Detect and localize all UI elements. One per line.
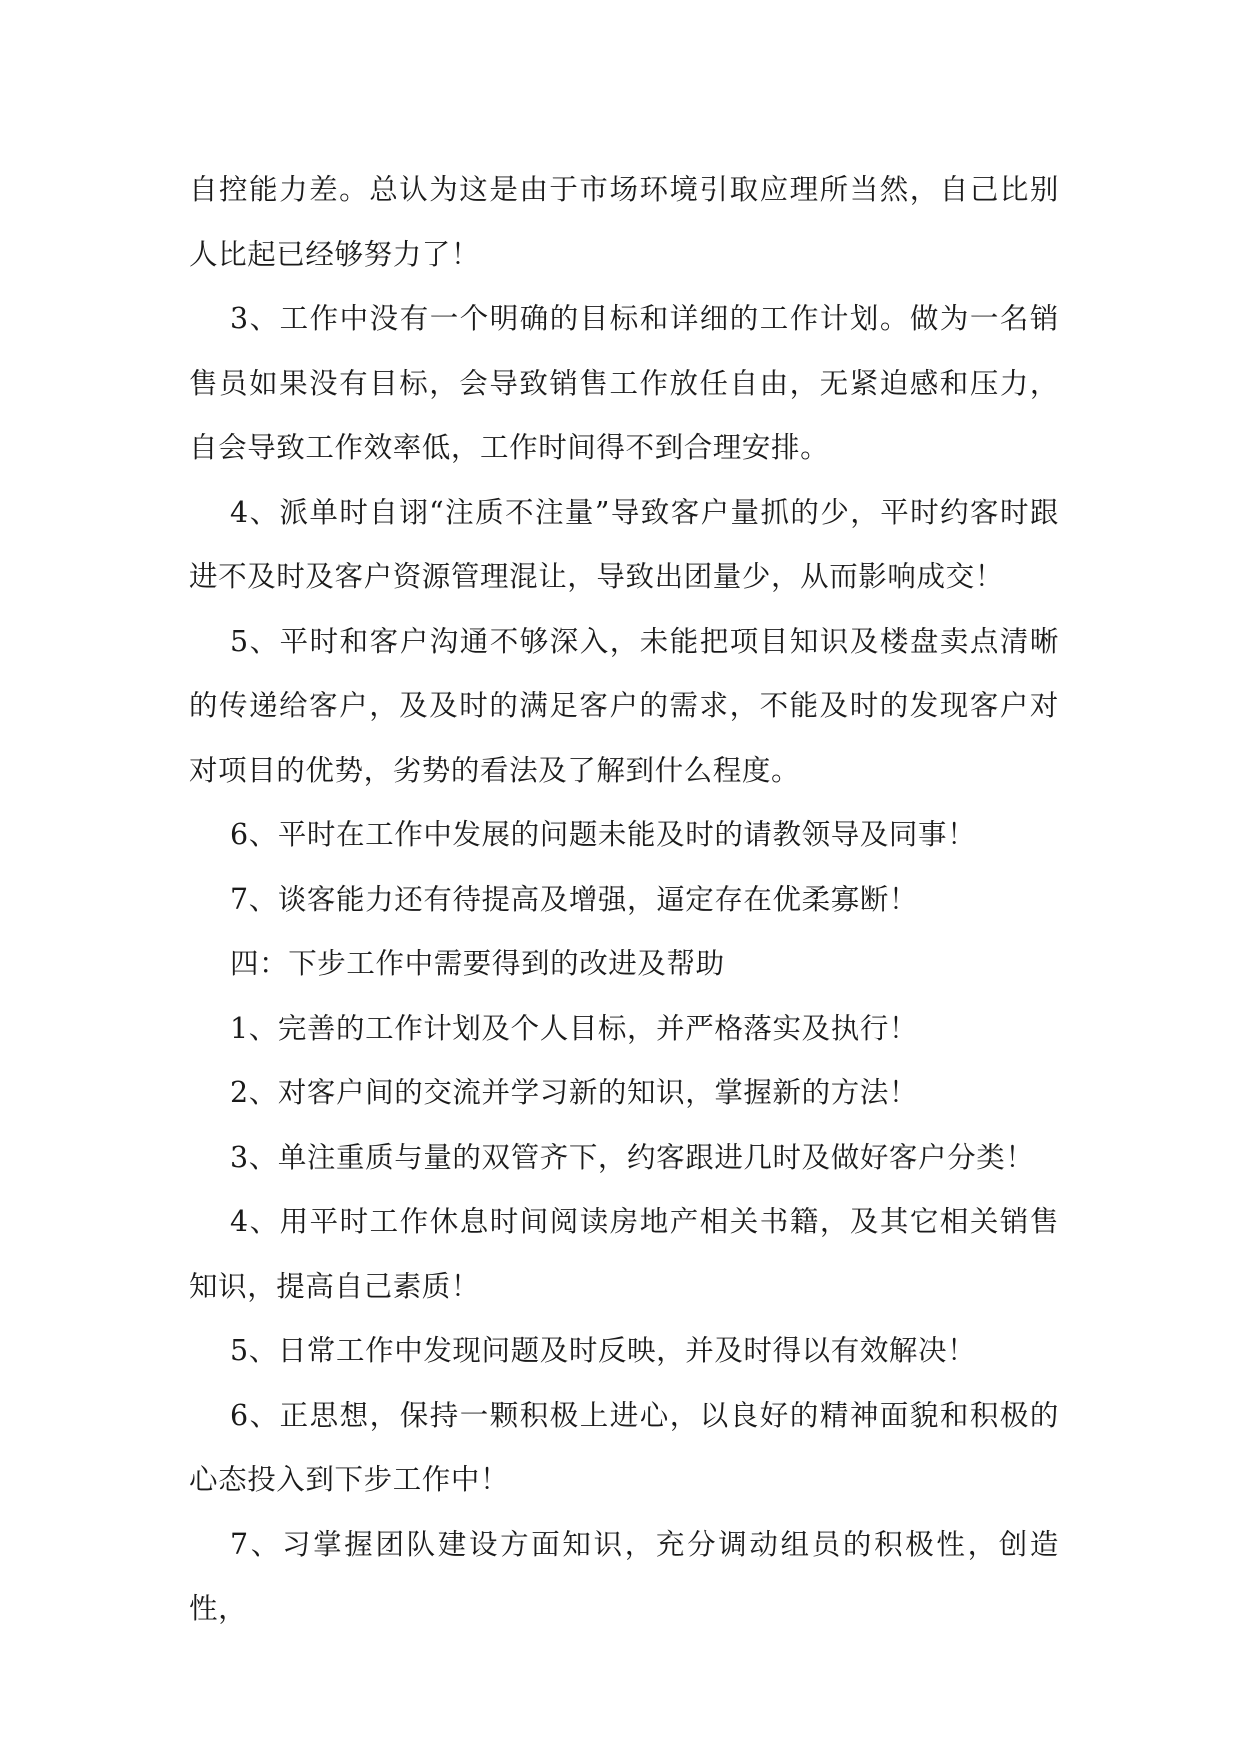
paragraph-14: 7、习掌握团队建设方面知识，充分调动组员的积极性，创造性， [189, 1527, 1059, 1625]
paragraph-8: 1、完善的工作计划及个人目标，并严格落实及执行！ [230, 1011, 919, 1045]
paragraph-3: 4、派单时自诩“注质不注量”导致客户量抓的少，平时约客时跟进不及时及客户资源管理混让，导致出团量少，从而影响成交！ [189, 495, 1059, 593]
document-body [189, 158, 1059, 1642]
paragraph-9: 2、对客户间的交流并学习新的知识，掌握新的方法！ [230, 1076, 919, 1109]
paragraph-10: 3、单注重质与量的双管齐下，约客跟进几时及做好客户分类！ [230, 1140, 1035, 1174]
paragraph-5: 6、平时在工作中发展的问题未能及时的请教领导及同事！ [230, 818, 977, 851]
paragraph-12: 5、日常工作中发现问题及时反映，并及时得以有效解决！ [230, 1334, 977, 1367]
paragraph-11: 4、用平时工作休息时间阅读房地产相关书籍，及其它相关销售知识，提高自己素质！ [189, 1205, 1059, 1303]
paragraph-1: 自控能力差。总认为这是由于市场环境引取应理所当然，自己比别人比起已经够努力了！ [189, 173, 1059, 271]
paragraph-4: 5、平时和客户沟通不够深入，未能把项目知识及楼盘卖点清晰的传递给客户，及及时的满足客户的需求，不能及时的发现客户对对项目的优势，劣势的看法及了解到什么程度。 [189, 624, 1059, 787]
section-heading: 四：下步工作中需要得到的改进及帮助 [230, 947, 725, 980]
paragraph-13: 6、正思想，保持一颗积极上进心，以良好的精神面貌和积极的心态投入到下步工作中！ [189, 1398, 1059, 1496]
paragraph-2: 3、工作中没有一个明确的目标和详细的工作计划。做为一名销售员如果没有目标，会导致销售工作放任自由，无紧迫感和压力，自会导致工作效率低，工作时间得不到合理安排。 [189, 302, 1059, 464]
paragraph-6: 7、谈客能力还有待提高及增强，逼定存在优柔寡断！ [230, 882, 919, 916]
